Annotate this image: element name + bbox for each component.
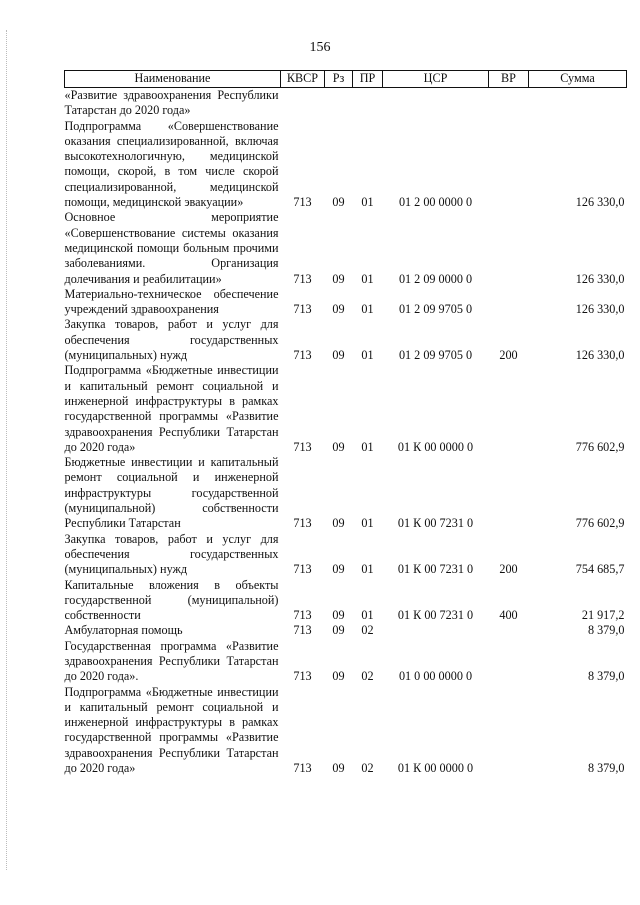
cell-vr <box>489 287 529 318</box>
table-row <box>65 287 627 318</box>
cell-sum: 754 685,7 <box>575 562 625 577</box>
cell-name: Материально-техническое обеспечение учреждений здравоохранения <box>64 286 279 317</box>
cell-csr: 01 0 00 0000 0 <box>398 669 473 684</box>
cell-kvsr: 713 <box>293 439 312 454</box>
cell-sum: 776 602,9 <box>575 516 625 531</box>
cell-kvsr: 713 <box>293 302 312 317</box>
cell-pr: 02 <box>361 669 374 684</box>
cell-rz: 09 <box>332 623 345 638</box>
cell-pr: 01 <box>361 439 374 454</box>
cell-vr <box>489 363 529 455</box>
cell-csr: 01 2 09 0000 0 <box>398 271 473 286</box>
cell-csr: 01 К 00 0000 0 <box>397 761 474 776</box>
cell-rz: 09 <box>332 271 345 286</box>
cell-sum: 126 330,0 <box>575 195 625 210</box>
header-sum: Сумма <box>529 71 627 88</box>
header-pr: ПР <box>353 71 383 88</box>
cell-vr: 200 <box>499 562 518 577</box>
cell-pr: 01 <box>361 348 374 363</box>
cell-kvsr: 713 <box>293 761 312 776</box>
cell-pr: 01 <box>361 195 374 210</box>
table-row <box>65 685 627 777</box>
cell-rz: 09 <box>332 195 345 210</box>
cell-csr <box>383 623 489 638</box>
cell-name: Амбулаторная помощь <box>64 623 183 638</box>
cell-name: Подпрограмма «Бюджетные инвестиции и капитальный ремонт социальной и инженерной инфраструктуры в рамках государственной программы «Развитие здравоохранения Республики Татарстан до 2020 года» <box>64 684 279 776</box>
page-number: 156 <box>309 40 331 55</box>
header-rz: Рз <box>325 71 353 88</box>
cell-vr: 200 <box>499 348 518 363</box>
table-row <box>65 317 627 363</box>
cell-csr: 01 К 00 7231 0 <box>397 516 474 531</box>
cell-pr: 02 <box>361 623 374 638</box>
cell-rz: 09 <box>332 669 345 684</box>
cell-name: Государственная программа «Развитие здравоохранения Республики Татарстан до 2020 года». <box>64 638 279 684</box>
table-row <box>65 639 627 685</box>
cell-kvsr: 713 <box>293 348 312 363</box>
cell-sum: 126 330,0 <box>575 348 625 363</box>
cell-sum: 21 917,2 <box>581 608 625 623</box>
cell-name: Подпрограмма «Совершенствование оказания специализированной, включая высокотехнологичную, медицинской помощи, скорой, в том числе скорой специализированной, медицинской помощи, медицинской эвакуации» <box>64 118 279 210</box>
cell-rz <box>325 88 353 119</box>
cell-pr: 01 <box>361 516 374 531</box>
cell-csr: 01 К 00 7231 0 <box>397 562 474 577</box>
cell-sum: 8 379,0 <box>587 761 625 776</box>
header-csr: ЦСР <box>383 71 489 88</box>
table-row <box>65 363 627 455</box>
cell-pr: 01 <box>361 608 374 623</box>
cell-pr: 01 <box>361 302 374 317</box>
budget-table <box>64 70 627 776</box>
cell-vr: 400 <box>499 608 518 623</box>
table-row <box>65 455 627 531</box>
cell-name: «Развитие здравоохранения Республики Татарстан до 2020 года» <box>64 88 279 118</box>
cell-vr <box>489 639 529 685</box>
cell-sum: 126 330,0 <box>575 302 625 317</box>
cell-name: Основное мероприятие «Совершенствование системы оказания медицинской помощи больным прочими заболеваниями. Организация долечивания и реабилитации» <box>64 210 279 286</box>
cell-rz: 09 <box>332 302 345 317</box>
table-row <box>65 210 627 286</box>
cell-csr: 01 2 00 0000 0 <box>398 195 473 210</box>
cell-kvsr: 713 <box>293 271 312 286</box>
table-row <box>65 623 627 638</box>
cell-csr: 01 К 00 7231 0 <box>397 608 474 623</box>
cell-name: Капитальные вложения в объекты государственной (муниципальной) собственности <box>64 577 279 623</box>
cell-pr <box>353 88 383 119</box>
cell-vr <box>489 119 529 211</box>
cell-kvsr: 713 <box>293 516 312 531</box>
cell-csr <box>383 88 489 119</box>
cell-sum: 126 330,0 <box>575 271 625 286</box>
cell-csr: 01 2 09 9705 0 <box>398 302 473 317</box>
table-body <box>65 88 627 777</box>
header-name: Наименование <box>65 71 281 88</box>
header-vr: ВР <box>489 71 529 88</box>
cell-kvsr <box>281 88 325 119</box>
cell-rz: 09 <box>332 439 345 454</box>
cell-csr: 01 2 09 9705 0 <box>398 348 473 363</box>
page-left-edge <box>6 30 7 870</box>
cell-pr: 02 <box>361 761 374 776</box>
cell-rz: 09 <box>332 516 345 531</box>
cell-vr <box>489 210 529 286</box>
header-kvsr: КВСР <box>281 71 325 88</box>
cell-kvsr: 713 <box>293 623 312 638</box>
table-header <box>65 71 627 88</box>
table-row <box>65 119 627 211</box>
table-row <box>65 88 627 119</box>
cell-csr: 01 К 00 0000 0 <box>397 439 474 454</box>
cell-kvsr: 713 <box>293 608 312 623</box>
cell-sum: 8 379,0 <box>587 669 625 684</box>
cell-sum <box>529 88 627 119</box>
cell-rz: 09 <box>332 761 345 776</box>
cell-sum: 776 602,9 <box>575 439 625 454</box>
cell-name: Закупка товаров, работ и услуг для обеспечения государственных (муниципальных) нужд <box>64 317 279 363</box>
cell-sum: 8 379,0 <box>587 623 625 638</box>
cell-vr <box>489 623 529 638</box>
table-row <box>65 578 627 624</box>
cell-name: Бюджетные инвестиции и капитальный ремонт социальной и инженерной инфраструктуры государственной (муниципальной) собственности Республики Татарстан <box>64 455 279 531</box>
cell-vr <box>489 685 529 777</box>
cell-vr <box>489 88 529 119</box>
cell-name: Подпрограмма «Бюджетные инвестиции и капитальный ремонт социальной и инженерной инфраструктуры в рамках государственной программы «Развитие здравоохранения Республики Татарстан до 2020 года» <box>64 363 279 454</box>
cell-kvsr: 713 <box>293 562 312 577</box>
cell-kvsr: 713 <box>293 669 312 684</box>
cell-name: Закупка товаров, работ и услуг для обеспечения государственных (муниципальных) нужд <box>64 531 279 577</box>
cell-pr: 01 <box>361 562 374 577</box>
cell-rz: 09 <box>332 608 345 623</box>
cell-rz: 09 <box>332 562 345 577</box>
cell-rz: 09 <box>332 348 345 363</box>
cell-pr: 01 <box>361 271 374 286</box>
cell-vr <box>489 455 529 531</box>
cell-kvsr: 713 <box>293 195 312 210</box>
table-row <box>65 532 627 578</box>
